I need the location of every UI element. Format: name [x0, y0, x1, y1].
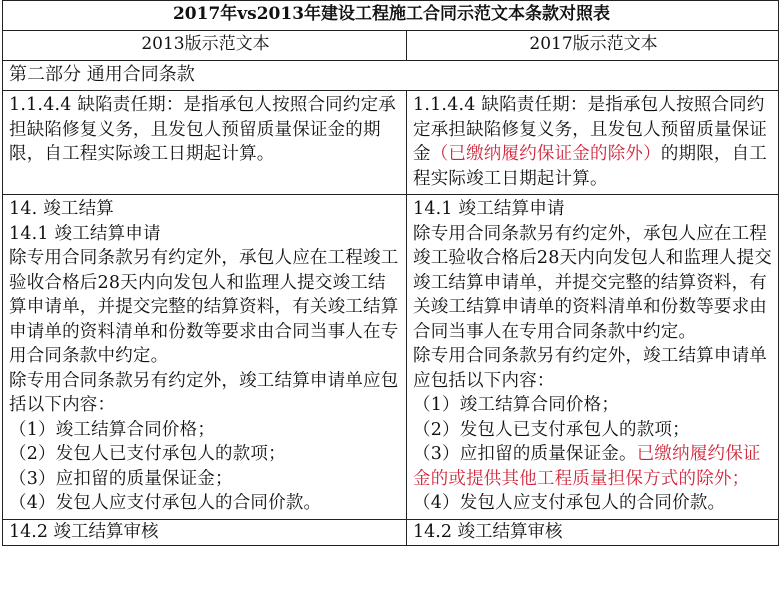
highlighted-change: （已缴纳履约保证金的除外）	[430, 144, 661, 164]
paragraph: 除专用合同条款另有约定外，承包人应在工程竣工验收合格后28天内向发包人和监理人提交竣工结算申请单，并提交完整的结算资料，有关竣工结算申请单的资料清单和份数等要求由合同当事人在专用合同条款中约定。	[413, 223, 772, 342]
table-title: 2017年vs2013年建设工程施工合同示范文本条款对照表	[3, 1, 779, 31]
list-item: （2）发包人已支付承包人的款项；	[9, 444, 286, 464]
section-row	[3, 61, 779, 91]
column-header-2017: 2017版示范文本	[407, 31, 779, 61]
paragraph: 14.1 竣工结算申请	[413, 199, 565, 219]
text-segment: （3）应扣留的质量保证金。	[413, 444, 637, 464]
comparison-table	[2, 0, 779, 546]
cell-2017-cut	[407, 519, 779, 545]
list-item: （1）竣工结算合同价格；	[9, 419, 216, 440]
cell-2013-cut	[3, 519, 407, 545]
highlighted-change: 已缴纳履约保证金的或提供其他工程质量担保方式的除外；	[413, 444, 761, 489]
list-item: （3）应扣留的质量保证金；	[9, 468, 233, 489]
list-item: （4）发包人应支付承包人的合同价款。	[9, 493, 322, 513]
paragraph: 除专用合同条款另有约定外，承包人应在工程竣工验收合格后28天内向发包人和监理人提交竣工结算申请单，并提交完整的结算资料，有关竣工结算申请单的资料清单和份数等要求由合同当事人在专用合同条款中约定。	[9, 248, 399, 366]
column-header-2013: 2013版示范文本	[3, 31, 407, 61]
list-item	[413, 442, 774, 491]
table-row-cut	[3, 519, 779, 545]
paragraph: 14.1 竣工结算申请	[9, 223, 161, 244]
text-segment: 的期限，自工程实际竣工日期起计算。	[413, 144, 768, 189]
text-segment: 1.1.4.4 缺陷责任期：是指承包人按照合同约定承担缺陷修复义务，且发包人预留质量保证金	[413, 95, 767, 164]
paragraph: 1.1.4.4 缺陷责任期：是指承包人按照合同约定承担缺陷修复义务，且发包人预留质量保证金的期限，自工程实际竣工日期起计算。	[9, 95, 396, 164]
list-item: （1）竣工结算合同价格；	[413, 395, 620, 415]
section-title: 第二部分 通用合同条款	[3, 61, 779, 91]
cell-2017-final-settlement	[407, 195, 779, 520]
paragraph: 14.2 竣工结算审核	[413, 521, 563, 542]
header-row	[3, 31, 779, 61]
paragraph	[413, 93, 774, 191]
paragraph: 除专用合同条款另有约定外，竣工结算申请单应包括以下内容：	[413, 346, 767, 391]
paragraph: 除专用合同条款另有约定外，竣工结算申请单应包括以下内容：	[9, 370, 399, 415]
list-item: （4）发包人应支付承包人的合同价款。	[413, 493, 726, 513]
cell-2013-final-settlement	[3, 195, 407, 520]
title-row	[3, 1, 779, 31]
paragraph: 14.2 竣工结算审核	[9, 521, 159, 542]
cell-2013-defect-period	[3, 91, 407, 195]
table-row-final-settlement	[3, 195, 779, 520]
paragraph: 14. 竣工结算	[9, 199, 114, 219]
list-item: （2）发包人已支付承包人的款项；	[413, 419, 690, 440]
table-row-defect-period	[3, 91, 779, 195]
cell-2017-defect-period	[407, 91, 779, 195]
